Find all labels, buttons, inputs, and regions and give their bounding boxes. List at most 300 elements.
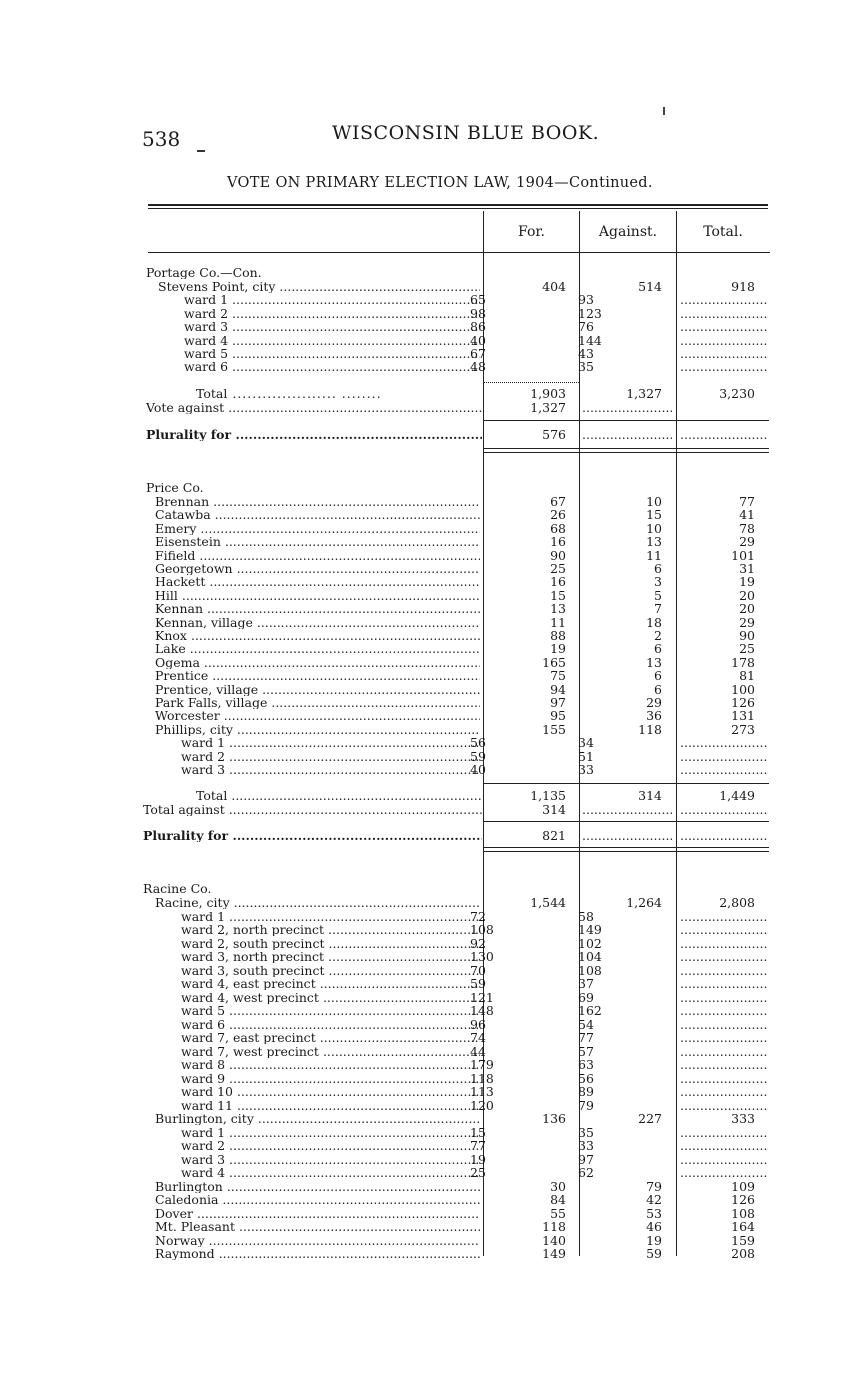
ward-against-value: 54 [578, 1016, 594, 1032]
total-leader-dots [680, 750, 768, 763]
total-row [0, 387, 859, 400]
ward-against-value: 144 [578, 332, 602, 348]
table-row [0, 642, 859, 655]
total-value: 2,808 [719, 895, 755, 910]
row-label: Worcester ..... [155, 709, 480, 722]
ward-for-value: 59 [470, 748, 486, 764]
ward-against-value: 37 [578, 976, 594, 991]
ward-against-value: 76 [578, 319, 594, 335]
total-leader-dots [680, 991, 768, 1004]
against-value: 79 [646, 1178, 662, 1194]
row-label: Burlington, city ..... [155, 1112, 480, 1125]
total-leader-dots [680, 320, 768, 333]
total-leader-dots [680, 910, 768, 923]
for-value: 75 [550, 668, 566, 684]
row-label: ward 10 ..... [181, 1085, 480, 1098]
table-row [0, 1112, 859, 1125]
row-label: ward 11 ..... [181, 1099, 480, 1112]
table-row [0, 562, 859, 575]
total-leader-dots [680, 1126, 768, 1139]
ward-against-value: 97 [578, 1151, 594, 1167]
table-row [0, 1072, 859, 1085]
ward-for-value: 121 [470, 989, 494, 1005]
total-leader-dots [680, 1166, 768, 1179]
ward-for-value: 40 [470, 762, 486, 777]
table-row [0, 602, 859, 615]
total-value: 273 [731, 721, 755, 737]
ward-for-value: 25 [470, 1165, 486, 1180]
section-title-row [0, 481, 859, 494]
plurality-label: Plurality for ..... [143, 829, 482, 842]
header-dash [197, 150, 205, 152]
table-row [0, 750, 859, 763]
total-leader-dots [680, 977, 768, 990]
ward-for-value: 148 [470, 1003, 494, 1018]
against-value: 36 [646, 708, 662, 724]
for-value: 149 [542, 1246, 566, 1261]
against-value: 514 [638, 279, 662, 294]
against-value: 6 [654, 641, 662, 657]
table-title: VOTE ON PRIMARY ELECTION LAW, 1904—Continued. [227, 175, 653, 191]
row-label: ward 1 ..... [184, 293, 480, 306]
for-value: 90 [550, 547, 566, 563]
ward-against-value: 77 [578, 1030, 594, 1045]
total-value: 131 [731, 708, 755, 724]
for-value: 97 [550, 695, 566, 710]
ward-against-value: 102 [578, 935, 602, 951]
total-against-label: Total against ..... [143, 803, 482, 816]
total-value: 164 [731, 1219, 755, 1234]
row-label: ward 2 ..... [181, 750, 480, 763]
row-label: Emery ..... [155, 522, 480, 535]
against-value: 42 [646, 1192, 662, 1207]
ward-against-value: 56 [578, 1070, 594, 1086]
table-row [0, 937, 859, 950]
row-label: Racine, city ..... [155, 896, 480, 909]
total-value: 41 [739, 507, 755, 523]
table-row [0, 1126, 859, 1139]
vote-against-label: Vote against ..... [146, 401, 482, 414]
table-row [0, 964, 859, 977]
total-leader-dots [680, 1018, 768, 1031]
total-leader-dots [680, 1153, 768, 1166]
against-value: 15 [646, 507, 662, 523]
table-row [0, 1153, 859, 1166]
table-row [0, 1247, 859, 1260]
table-row [0, 508, 859, 521]
row-label: ward 5 ..... [181, 1004, 480, 1017]
ward-for-value: 120 [470, 1097, 494, 1113]
for-value: 16 [550, 574, 566, 590]
row-label: Park Falls, village ..... [155, 696, 480, 709]
column-header-total: Total. [703, 224, 743, 240]
row-label: ward 4, west precinct ..... [181, 991, 480, 1004]
against-value: 18 [646, 614, 662, 630]
for-value: 1,544 [530, 895, 566, 910]
row-label: Fifield ..... [155, 549, 480, 562]
row-label: ward 7, east precinct ..... [181, 1031, 480, 1044]
row-label: ward 7, west precinct ..... [181, 1045, 480, 1058]
table-row [0, 1004, 859, 1017]
row-label: ward 6 ..... [184, 360, 480, 373]
row-label: ward 2, north precinct ..... [181, 923, 480, 936]
table-row [0, 991, 859, 1004]
total-leader-dots [680, 736, 768, 749]
table-row [0, 535, 859, 548]
table-row [0, 696, 859, 709]
row-label: Norway ..... [155, 1234, 480, 1247]
row-label: ward 5 ..... [184, 347, 480, 360]
row-label: Prentice ..... [155, 669, 480, 682]
against-value: 13 [646, 534, 662, 550]
ward-for-value: 113 [470, 1084, 494, 1099]
ward-against-value: 123 [578, 305, 602, 321]
total-value: 29 [739, 534, 755, 550]
for-value: 136 [542, 1111, 566, 1126]
against-value: 3 [654, 574, 662, 590]
table-row [0, 280, 859, 293]
table-row [0, 683, 859, 696]
total-leader-dots [680, 1058, 768, 1071]
total-leader-dots [680, 1099, 768, 1112]
ward-for-value: 108 [470, 922, 494, 937]
against-value: 19 [646, 1232, 662, 1248]
row-label: Catawba ..... [155, 508, 480, 521]
ward-for-value: 86 [470, 319, 486, 335]
total-value: 109 [731, 1178, 755, 1194]
ward-against-value: 33 [578, 762, 594, 777]
row-label: Hackett ..... [155, 575, 480, 588]
total-value: 126 [731, 1192, 755, 1207]
total-value: 20 [739, 587, 755, 603]
for-value: 13 [550, 601, 566, 617]
plurality-total-fill [680, 829, 768, 842]
against-value: 1,264 [626, 895, 662, 910]
for-value: 67 [550, 494, 566, 509]
against-value: 13 [646, 654, 662, 670]
for-value: 84 [550, 1192, 566, 1207]
total-against-against-fill [582, 803, 672, 816]
table-row [0, 1207, 859, 1220]
ward-for-value: 72 [470, 908, 486, 924]
total-leader-dots [680, 923, 768, 936]
ward-against-value: 58 [578, 908, 594, 924]
for-value: 140 [542, 1232, 566, 1248]
total-value: 78 [739, 520, 755, 536]
county-title: Racine Co. [143, 882, 212, 896]
table-row [0, 1045, 859, 1058]
against-value: 29 [646, 695, 662, 710]
table-row [0, 1085, 859, 1098]
table-row [0, 1058, 859, 1071]
vote-against-value: 1,327 [530, 400, 566, 415]
ward-against-value: 51 [578, 748, 594, 764]
total-for: 1,903 [530, 386, 566, 401]
ward-against-value: 43 [578, 346, 594, 361]
row-label: ward 2 ..... [181, 1139, 480, 1152]
ward-for-value: 44 [470, 1043, 486, 1059]
table-row [0, 656, 859, 669]
table-row [0, 334, 859, 347]
table-row [0, 575, 859, 588]
ward-against-value: 149 [578, 922, 602, 937]
county-title: Portage Co.—Con. [146, 266, 262, 280]
total-value: 100 [731, 681, 755, 697]
table-row [0, 360, 859, 373]
plurality-label: Plurality for ..... [146, 428, 482, 441]
plurality-row [0, 428, 859, 441]
for-value: 88 [550, 628, 566, 643]
ward-against-value: 57 [578, 1043, 594, 1059]
table-row [0, 1139, 859, 1152]
county-title: Price Co. [146, 481, 204, 495]
total-leader-dots [680, 1085, 768, 1098]
ward-for-value: 65 [470, 292, 486, 308]
row-label: ward 6 ..... [181, 1018, 480, 1031]
plurality-value: 821 [542, 828, 566, 843]
total-value: 108 [731, 1205, 755, 1221]
for-value: 118 [542, 1219, 566, 1234]
table-row [0, 736, 859, 749]
total-for: 1,135 [530, 788, 566, 803]
table-row [0, 669, 859, 682]
against-value: 6 [654, 668, 662, 684]
total-value: 19 [739, 574, 755, 590]
row-label: Burlington ..... [155, 1180, 480, 1193]
total-label: Total ..... [196, 789, 482, 802]
table-row [0, 950, 859, 963]
row-label: ward 2, south precinct ..... [181, 937, 480, 950]
table-row [0, 896, 859, 909]
plurality-against-fill [582, 829, 672, 842]
row-label: Phillips, city ..... [155, 723, 480, 736]
against-value: 5 [654, 587, 662, 603]
for-value: 68 [550, 520, 566, 536]
total-leader-dots [680, 334, 768, 347]
ward-for-value: 130 [470, 949, 494, 964]
for-value: 11 [550, 614, 566, 630]
against-value: 46 [646, 1219, 662, 1234]
against-value: 227 [638, 1111, 662, 1126]
against-value: 6 [654, 561, 662, 576]
total-value: 25 [739, 641, 755, 657]
ward-for-value: 19 [470, 1151, 486, 1167]
row-label: Knox ..... [155, 629, 480, 642]
against-value: 118 [638, 721, 662, 737]
row-label: Kennan, village ..... [155, 616, 480, 629]
total-all: 3,230 [719, 386, 755, 401]
total-value: 29 [739, 614, 755, 630]
column-header-for: For. [518, 224, 545, 240]
ward-for-value: 118 [470, 1070, 494, 1086]
row-label: ward 4, east precinct ..... [181, 977, 480, 990]
for-value: 30 [550, 1178, 566, 1194]
total-against-row [0, 803, 859, 816]
total-leader-dots [680, 950, 768, 963]
ward-for-value: 15 [470, 1124, 486, 1140]
total-value: 90 [739, 628, 755, 643]
ward-against-value: 69 [578, 989, 594, 1005]
ward-for-value: 92 [470, 935, 486, 951]
ward-against-value: 35 [578, 1124, 594, 1140]
ward-for-value: 179 [470, 1057, 494, 1072]
for-value: 25 [550, 561, 566, 576]
for-value: 165 [542, 654, 566, 670]
total-value: 126 [731, 695, 755, 710]
table-row [0, 293, 859, 306]
ward-against-value: 108 [578, 962, 602, 978]
total-leader-dots [680, 347, 768, 360]
table-row [0, 1180, 859, 1193]
total-value: 31 [739, 561, 755, 576]
row-label: Caledonia ..... [155, 1193, 480, 1206]
for-value: 404 [542, 279, 566, 294]
row-label: ward 3, south precinct ..... [181, 964, 480, 977]
total-value: 159 [731, 1232, 755, 1248]
ward-for-value: 59 [470, 976, 486, 991]
table-row [0, 1234, 859, 1247]
table-row [0, 923, 859, 936]
row-label: Raymond ..... [155, 1247, 480, 1260]
table-row [0, 910, 859, 923]
margin-mark [663, 107, 665, 115]
table-row [0, 495, 859, 508]
ward-against-value: 89 [578, 1084, 594, 1099]
row-label: ward 3 ..... [181, 763, 480, 776]
total-leader-dots [680, 1072, 768, 1085]
total-value: 77 [739, 494, 755, 509]
ward-for-value: 74 [470, 1030, 486, 1045]
total-leader-dots [680, 964, 768, 977]
total-leader-dots [680, 937, 768, 950]
table-row [0, 1031, 859, 1044]
total-against-total-fill [680, 803, 768, 816]
ward-against-value: 33 [578, 1138, 594, 1153]
row-label: Lake ..... [155, 642, 480, 655]
total-leader-dots [680, 293, 768, 306]
against-value: 11 [646, 547, 662, 563]
total-against: 314 [638, 788, 662, 803]
for-value: 95 [550, 708, 566, 724]
total-leader-dots [680, 763, 768, 776]
ward-for-value: 77 [470, 1138, 486, 1153]
table-row [0, 1220, 859, 1233]
row-label: ward 4 ..... [184, 334, 480, 347]
ward-against-value: 34 [578, 735, 594, 751]
against-value: 7 [654, 601, 662, 617]
row-label: ward 3, north precinct ..... [181, 950, 480, 963]
row-label: Kennan ..... [155, 602, 480, 615]
column-header-against: Against. [598, 224, 658, 240]
total-value: 918 [731, 279, 755, 294]
ward-against-value: 162 [578, 1003, 602, 1018]
table-row [0, 709, 859, 722]
against-value: 53 [646, 1205, 662, 1221]
plurality-row [0, 829, 859, 842]
table-row [0, 549, 859, 562]
for-value: 26 [550, 507, 566, 523]
total-row [0, 789, 859, 802]
vote-against-row [0, 401, 859, 414]
table-row [0, 616, 859, 629]
for-value: 19 [550, 641, 566, 657]
total-value: 20 [739, 601, 755, 617]
ward-against-value: 79 [578, 1097, 594, 1113]
ward-for-value: 56 [470, 735, 486, 751]
vote-against-against-fill [582, 401, 672, 414]
row-label: ward 1 ..... [181, 736, 480, 749]
ward-for-value: 40 [470, 332, 486, 348]
ward-against-value: 93 [578, 292, 594, 308]
row-label: ward 1 ..... [181, 1126, 480, 1139]
against-value: 2 [654, 628, 662, 643]
row-label: Brennan ..... [155, 495, 480, 508]
against-value: 10 [646, 494, 662, 509]
against-value: 59 [646, 1246, 662, 1261]
total-label: Total ..................... ........ [196, 387, 382, 401]
table-row [0, 763, 859, 776]
ward-against-value: 63 [578, 1057, 594, 1072]
ward-for-value: 70 [470, 962, 486, 978]
ward-for-value: 96 [470, 1016, 486, 1032]
row-label: Georgetown ..... [155, 562, 480, 575]
table-row [0, 1018, 859, 1031]
total-against-value: 314 [542, 802, 566, 817]
ward-against-value: 62 [578, 1165, 594, 1180]
total-all: 1,449 [719, 788, 755, 803]
against-value: 10 [646, 520, 662, 536]
table-row [0, 1166, 859, 1179]
row-label: ward 8 ..... [181, 1058, 480, 1071]
ward-for-value: 98 [470, 305, 486, 321]
plurality-against-fill [582, 428, 672, 441]
total-value: 101 [731, 547, 755, 563]
row-label: ward 2 ..... [184, 307, 480, 320]
table-row [0, 320, 859, 333]
row-label: Prentice, village ..... [155, 683, 480, 696]
total-leader-dots [680, 307, 768, 320]
row-label: ward 4 ..... [181, 1166, 480, 1179]
table-row [0, 1099, 859, 1112]
against-value: 6 [654, 681, 662, 697]
for-value: 55 [550, 1205, 566, 1221]
table-row [0, 1193, 859, 1206]
section-title-row [0, 882, 859, 895]
row-label: Eisenstein ..... [155, 535, 480, 548]
table-row [0, 522, 859, 535]
total-leader-dots [680, 1031, 768, 1044]
total-value: 178 [731, 654, 755, 670]
for-value: 15 [550, 587, 566, 603]
total-value: 81 [739, 668, 755, 684]
table-row [0, 589, 859, 602]
total-value: 208 [731, 1246, 755, 1261]
row-label: Mt. Pleasant ..... [155, 1220, 480, 1233]
for-value: 94 [550, 681, 566, 697]
table-row [0, 977, 859, 990]
plurality-total-fill [680, 428, 768, 441]
table-row [0, 307, 859, 320]
table-row [0, 347, 859, 360]
page-number: 538 [142, 127, 181, 151]
table-row [0, 723, 859, 736]
row-label: ward 9 ..... [181, 1072, 480, 1085]
row-label: ward 3 ..... [184, 320, 480, 333]
ward-against-value: 104 [578, 949, 602, 964]
section-title-row [0, 266, 859, 279]
ward-for-value: 48 [470, 359, 486, 375]
total-leader-dots [680, 1004, 768, 1017]
